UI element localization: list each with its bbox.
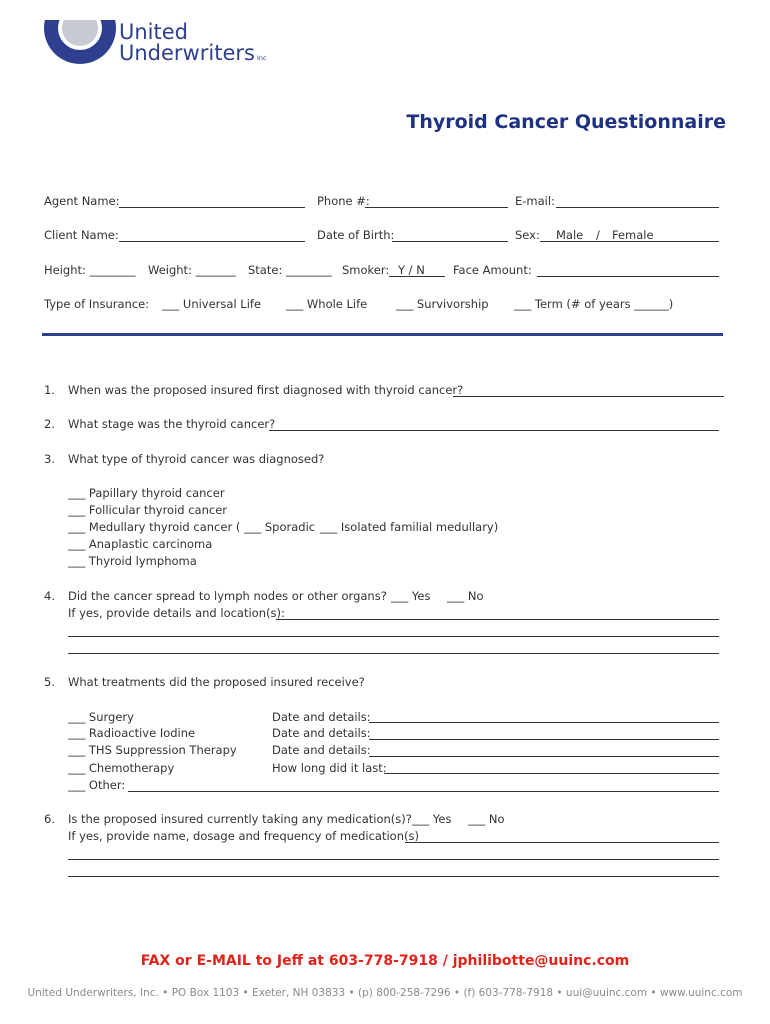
q4-details-label: If yes, provide details and location(s):	[68, 606, 285, 620]
q5-text: What treatments did the proposed insured receive?	[68, 675, 365, 689]
agent-name-field[interactable]	[119, 207, 305, 208]
face-amount-label: Face Amount:	[453, 263, 532, 277]
q4-text: Did the cancer spread to lymph nodes or other organs?	[68, 589, 387, 603]
company-address: United Underwriters, Inc. • PO Box 1103 • Exeter, NH 03833 • (p) 800-258-7296 • (f) 603-778-7918 • uui@uuinc.com • www.uuinc.com	[27, 987, 743, 999]
height-field[interactable]: Height: ________	[44, 263, 136, 277]
insurance-term[interactable]: ___ Term (# of years ______)	[514, 297, 674, 311]
q3-option-anaplastic[interactable]: ___ Anaplastic carcinoma	[68, 537, 213, 551]
face-amount-field[interactable]	[537, 276, 719, 277]
q5-chemo-duration-field[interactable]	[384, 773, 719, 774]
q6-no-option[interactable]: ___ No	[468, 812, 505, 826]
q6-details-line-3[interactable]	[68, 876, 719, 877]
sex-label: Sex:	[515, 228, 540, 242]
q5-number: 5.	[44, 675, 55, 689]
q6-details-label: If yes, provide name, dosage and frequency of medication(s)	[68, 829, 419, 843]
q5-option-surgery[interactable]: ___ Surgery	[68, 710, 134, 724]
q4-number: 4.	[44, 589, 55, 603]
q6-details-field[interactable]	[405, 842, 719, 843]
q2-number: 2.	[44, 417, 55, 431]
q5-option-chemotherapy[interactable]: ___ Chemotherapy	[68, 761, 175, 775]
q6-yes-option[interactable]: ___ Yes	[412, 812, 452, 826]
email-label: E-mail:	[515, 194, 555, 208]
q2-text: What stage was the thyroid cancer?	[68, 417, 276, 431]
logo-line-2-text: Underwriters	[119, 41, 255, 65]
phone-field[interactable]	[365, 207, 508, 208]
q2-answer-field[interactable]	[269, 430, 719, 431]
q6-details-line-2[interactable]	[68, 859, 719, 860]
logo-line-1: United	[119, 20, 188, 44]
q5-surgery-date-label: Date and details:	[272, 710, 371, 724]
q5-ths-date-label: Date and details:	[272, 743, 371, 757]
state-field[interactable]: State: ________	[248, 263, 332, 277]
q5-radio-date-field[interactable]	[369, 739, 719, 740]
q3-option-lymphoma[interactable]: ___ Thyroid lymphoma	[68, 554, 197, 568]
q5-surgery-date-field[interactable]	[369, 722, 719, 723]
logo-line-2	[119, 43, 267, 69]
smoker-value[interactable]: Y / N	[398, 263, 425, 277]
page-title: Thyroid Cancer Questionnaire	[406, 111, 726, 133]
company-logo-text	[119, 22, 267, 69]
q3-option-papillary[interactable]: ___ Papillary thyroid cancer	[68, 486, 225, 500]
agent-name-label: Agent Name:	[44, 194, 120, 208]
q3-number: 3.	[44, 452, 55, 466]
sex-male-option[interactable]: Male	[556, 228, 584, 242]
client-name-label: Client Name:	[44, 228, 119, 242]
q5-option-other[interactable]: ___ Other:	[68, 778, 126, 792]
q5-ths-date-field[interactable]	[369, 756, 719, 757]
phone-label: Phone #:	[317, 194, 370, 208]
insurance-type-label: Type of Insurance:	[44, 297, 150, 311]
q3-option-follicular[interactable]: ___ Follicular thyroid cancer	[68, 503, 228, 517]
q1-text: When was the proposed insured first diagnosed with thyroid cancer?	[68, 383, 464, 397]
q4-yes-option[interactable]: ___ Yes	[391, 589, 431, 603]
logo-inc: Inc	[256, 54, 267, 62]
q5-option-ths-therapy[interactable]: ___ THS Suppression Therapy	[68, 743, 237, 757]
email-field[interactable]	[556, 207, 719, 208]
q6-text: Is the proposed insured currently taking any medication(s)?	[68, 812, 412, 826]
weight-field[interactable]: Weight: _______	[148, 263, 236, 277]
client-name-field[interactable]	[119, 241, 305, 242]
q6-number: 6.	[44, 812, 55, 826]
insurance-universal-life[interactable]: ___ Universal Life	[162, 297, 262, 311]
q1-answer-field[interactable]	[453, 396, 724, 397]
dob-field[interactable]	[392, 241, 508, 242]
fax-email-instructions: FAX or E-MAIL to Jeff at 603-778-7918 / jphilibotte@uuinc.com	[140, 953, 630, 969]
q3-text: What type of thyroid cancer was diagnosed?	[68, 452, 325, 466]
company-logo-icon	[42, 20, 118, 78]
q5-other-field[interactable]	[128, 791, 719, 792]
q5-radio-date-label: Date and details:	[272, 726, 371, 740]
dob-label: Date of Birth:	[317, 228, 395, 242]
insurance-whole-life[interactable]: ___ Whole Life	[286, 297, 368, 311]
section-divider	[42, 333, 723, 336]
q4-details-line-2[interactable]	[68, 636, 719, 637]
q5-option-radioactive-iodine[interactable]: ___ Radioactive Iodine	[68, 726, 196, 740]
q4-no-option[interactable]: ___ No	[447, 589, 484, 603]
smoker-label: Smoker:	[342, 263, 390, 277]
q3-option-familial[interactable]: ___ Isolated familial medullary)	[320, 520, 499, 534]
q3-option-medullary[interactable]: ___ Medullary thyroid cancer ( ___ Sporadic	[68, 520, 316, 534]
q1-number: 1.	[44, 383, 55, 397]
q4-details-line-3[interactable]	[68, 653, 719, 654]
sex-separator: /	[596, 228, 600, 242]
q4-details-field[interactable]	[276, 619, 719, 620]
sex-female-option[interactable]: Female	[612, 228, 654, 242]
q5-chemo-duration-label: How long did it last:	[272, 761, 387, 775]
insurance-survivorship[interactable]: ___ Survivorship	[396, 297, 489, 311]
